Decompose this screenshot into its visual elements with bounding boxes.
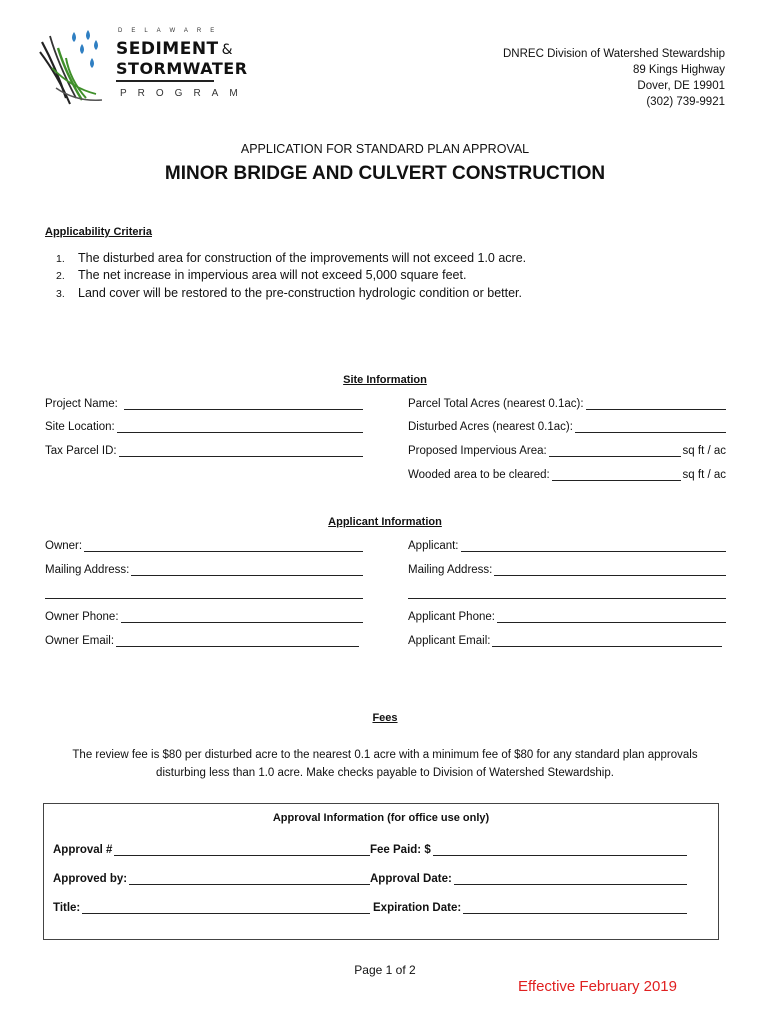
project-name-field[interactable]: Project Name: [45, 398, 363, 410]
criteria-item: 3. Land cover will be restored to the pre-construction hydrologic condition or better. [56, 286, 522, 300]
address-city: Dover, DE 19901 [637, 80, 725, 92]
effective-date-stamp: Effective February 2019 [518, 978, 677, 995]
owner-email-field[interactable]: Owner Email: [45, 635, 359, 647]
fee-paid-field[interactable]: Fee Paid: $ [370, 844, 687, 856]
program-logo [36, 26, 249, 112]
owner-mailing-line-2[interactable] [45, 598, 363, 599]
tax-parcel-field[interactable]: Tax Parcel ID: [45, 445, 363, 457]
approved-by-field[interactable]: Approved by: [53, 873, 370, 885]
owner-field[interactable]: Owner: [45, 540, 363, 552]
logo-top-text: DELAWARE [118, 28, 224, 34]
fees-heading: Fees [372, 712, 398, 724]
applicant-field[interactable]: Applicant: [408, 540, 726, 552]
form-subtitle: APPLICATION FOR STANDARD PLAN APPROVAL [240, 142, 530, 156]
criteria-heading: Applicability Criteria [45, 226, 152, 238]
site-info-heading: Site Information [343, 374, 427, 386]
fees-text-line-2: disturbing less than 1.0 acre. Make checks payable to Division of Watershed Stewardship. [156, 767, 614, 779]
applicant-info-heading: Applicant Information [328, 516, 442, 528]
address-block [503, 46, 725, 110]
applicant-phone-field[interactable]: Applicant Phone: [408, 611, 726, 623]
applicant-mailing-line-2[interactable] [408, 598, 726, 599]
title-field[interactable]: Title: [53, 902, 370, 914]
approval-heading: Approval Information (for office use only) [272, 812, 490, 824]
address-org: DNREC Division of Watershed Stewardship [503, 48, 725, 60]
impervious-area-field[interactable]: Proposed Impervious Area: sq ft / ac [408, 445, 726, 457]
approval-number-field[interactable]: Approval # [53, 844, 370, 856]
logo-word-stormwater: STORMWATER [116, 59, 248, 78]
applicant-mailing-field[interactable]: Mailing Address: [408, 564, 726, 576]
address-street: 89 Kings Highway [632, 64, 725, 76]
expiration-date-field[interactable]: Expiration Date: [373, 902, 687, 914]
applicant-email-field[interactable]: Applicant Email: [408, 635, 722, 647]
address-phone: (302) 739-9921 [646, 96, 725, 108]
approval-date-field[interactable]: Approval Date: [370, 873, 687, 885]
logo-program-text: PROGRAM [120, 88, 249, 99]
criteria-item: 1. The disturbed area for construction of the improvements will not exceed 1.0 acre. [56, 251, 527, 265]
grass-drops-icon [36, 28, 106, 110]
fees-text-line-1: The review fee is $80 per disturbed acre to the nearest 0.1 acre with a minimum fee of $80 for any standard plan approvals [72, 749, 698, 761]
logo-rule [116, 80, 214, 82]
logo-word-sediment: SEDIMENT & [116, 39, 234, 59]
owner-phone-field[interactable]: Owner Phone: [45, 611, 363, 623]
owner-mailing-field[interactable]: Mailing Address: [45, 564, 363, 576]
disturbed-acres-field[interactable]: Disturbed Acres (nearest 0.1ac): [408, 421, 726, 433]
form-title: MINOR BRIDGE AND CULVERT CONSTRUCTION [164, 163, 606, 184]
criteria-item: 2. The net increase in impervious area will not exceed 5,000 square feet. [56, 268, 467, 282]
parcel-acres-field[interactable]: Parcel Total Acres (nearest 0.1ac): [408, 398, 726, 410]
page-number: Page 1 of 2 [354, 963, 416, 977]
wooded-area-field[interactable]: Wooded area to be cleared: sq ft / ac [408, 469, 726, 481]
site-location-field[interactable]: Site Location: [45, 421, 363, 433]
